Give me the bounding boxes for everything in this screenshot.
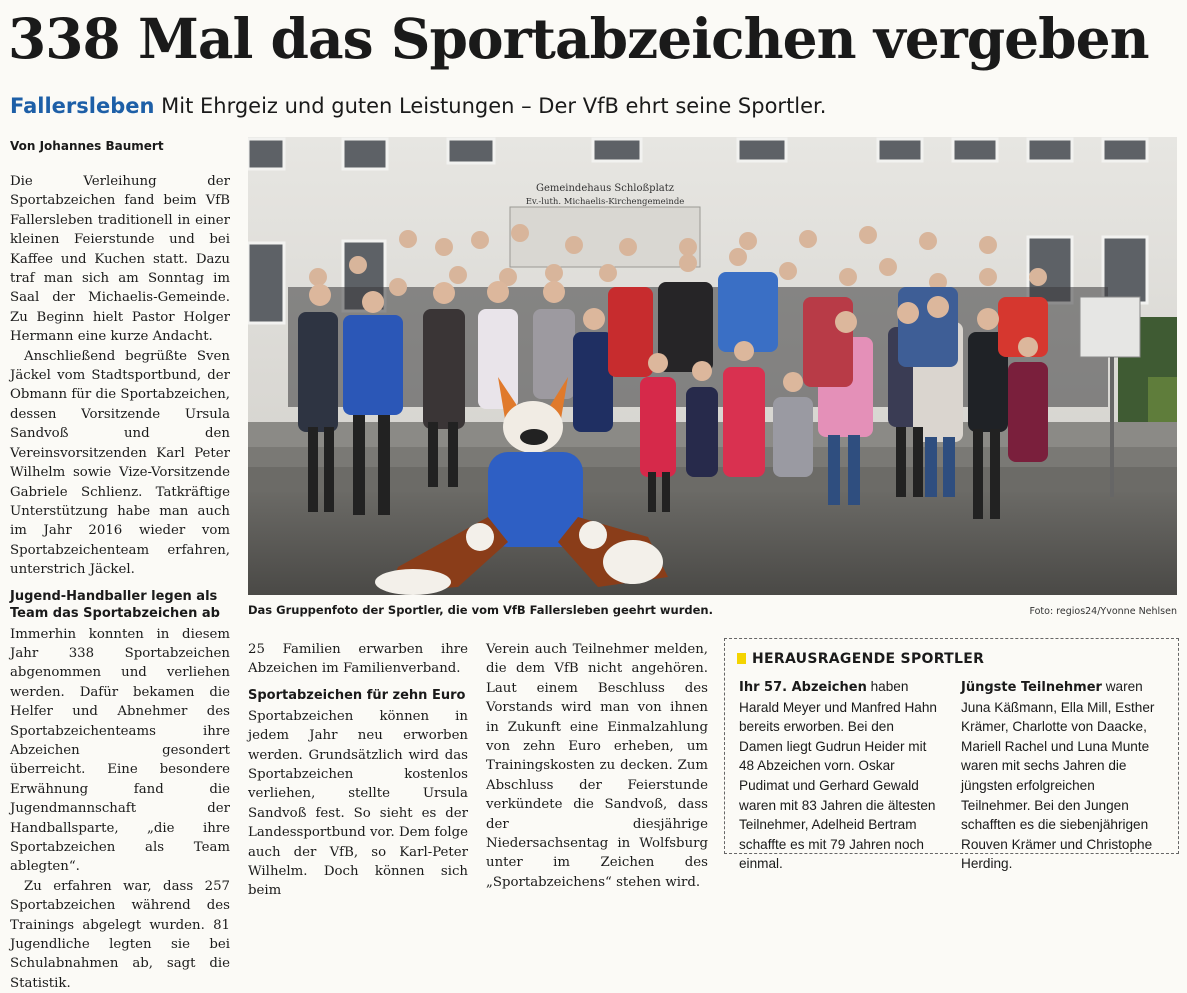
info-box-title-text: HERAUSRAGENDE SPORTLER <box>752 651 985 667</box>
section-heading: Sportabzeichen für zehn Euro <box>248 687 466 703</box>
info-text: haben Harald Meyer und Manfred Hahn bereits erworben. Bei den Damen liegt Gudrun Heider mit 48 Abzeichen vorn. Oskar Pudimat und Gerhard Gewald waren mit 83 Jahren die ältesten Teilnehmer, Adelheid Bertram schaffte es mit 79 Jahren noch einmal. <box>739 679 937 872</box>
article-column-3 <box>486 640 708 892</box>
info-text: waren Juna Käßmann, Ella Mill, Esther Krämer, Charlotte von Daacke, Mariell Rachel und Luna Munte waren mit sechs Jahren die jüngsten erfolgreichen Teilnehmer. Bei den Jungen schafften es die siebenjährigen Rouven Krämer und Christophe Herding. <box>961 679 1155 872</box>
square-marker-icon <box>737 653 746 664</box>
photo-caption: Das Gruppenfoto der Sportler, die vom VfB Fallersleben geehrt wurden. <box>248 603 713 617</box>
paragraph: Die Verleihung der Sportabzeichen fand beim VfB Fallersleben traditionell in einer kleinen Feierstunde und bei Kaffee und Kuchen statt. Dazu traf man sich am Sonntag im Saal der Michaelis-Gemeinde. Zu Beginn hielt Pastor Holger Hermann eine kurze Andacht. <box>10 174 230 345</box>
paragraph: Immerhin konnten in diesem Jahr 338 Sportabzeichen abgenommen und verliehen werden. Dafür bekamen die Helfer und Abnehmer des Sportabzeichenteams ihre Abzeichen gesondert überreicht. Eine besondere Erwähnung fand die Jugendmannschaft der Handballsparte, „die ihre Sportabzeichen als Team ablegten“. <box>10 626 230 875</box>
info-box-left-column <box>739 677 941 874</box>
paragraph: Anschließend begrüßte Sven Jäckel vom Stadtsportbund, der Obmann für die Sportabzeichen, dessen Vorsitzende Ursula Sandvoß und den Vereinsvorsitzenden Karl Peter Wilhelm sowie Vize-Vorsitzende Gabriele Schlienz. Tatkräftige Unterstützung habe man auch im Jahr 2016 wieder vom Sportabzeichenteam erfahren, unterstrich Jäckel. <box>10 348 230 578</box>
info-box-title <box>737 651 984 667</box>
article-column-1 <box>10 172 230 993</box>
info-box-right-column <box>961 677 1165 874</box>
building-sign-line-1: Gemeindehaus Schloßplatz <box>535 183 675 194</box>
paragraph: Verein auch Teilnehmer melden, die dem VfB nicht angehören. Laut einem Beschluss des Vorstands wird man von ihnen in Zukunft eine Einmalzahlung von zehn Euro erheben, um Trainingskosten zu decken. Zum Abschluss der Feierstunde verkündete die Sandvoß, dass der diesjährige Niedersachsentag in Wolfsburg unter im Zeichen des „Sportabzeichens“ stehen wird. <box>486 642 708 890</box>
building-sign-line-2: Ev.-luth. Michaelis-Kirchengemeinde <box>525 197 685 207</box>
lead-in: Ihr 57. Abzeichen <box>739 680 867 695</box>
subheadline <box>10 92 826 120</box>
info-box-outstanding-athletes <box>724 638 1179 872</box>
paragraph: Zu erfahren war, dass 257 Sportabzeichen während des Trainings abgelegt wurden. 81 Jugendliche legten sie bei Schulabnahmen ab, sagt die Statistik. <box>10 878 230 991</box>
group-photo-illustration <box>248 137 1177 595</box>
lead-in: Jüngste Teilnehmer <box>961 680 1102 695</box>
paragraph: 25 Familien erwarben ihre Abzeichen im Familienverband. <box>248 642 468 677</box>
section-heading: Jugend-Handballer legen als Team das Sportabzeichen ab <box>10 588 220 621</box>
group-photo <box>248 137 1177 595</box>
headline: 338 Mal das Sportabzeichen vergeben <box>8 6 1149 71</box>
subheadline-place: Fallersleben <box>10 94 155 118</box>
photo-credit: Foto: regios24/Yvonne Nehlsen <box>1029 606 1177 617</box>
subheadline-text: Mit Ehrgeiz und guten Leistungen – Der VfB ehrt seine Sportler. <box>154 94 827 118</box>
article-column-2 <box>248 640 468 901</box>
paragraph: Sportabzeichen können in jedem Jahr neu erworben werden. Grundsätzlich wird das Sportabzeichen kostenlos verliehen, stellte Ursula Sandvoß fest. So sieht es der Landessportbund vor. Dem folge auch der VfB, so Karl-Peter Wilhelm. Doch können sich beim <box>248 708 468 899</box>
author-byline: Von Johannes Baumert <box>10 139 164 153</box>
